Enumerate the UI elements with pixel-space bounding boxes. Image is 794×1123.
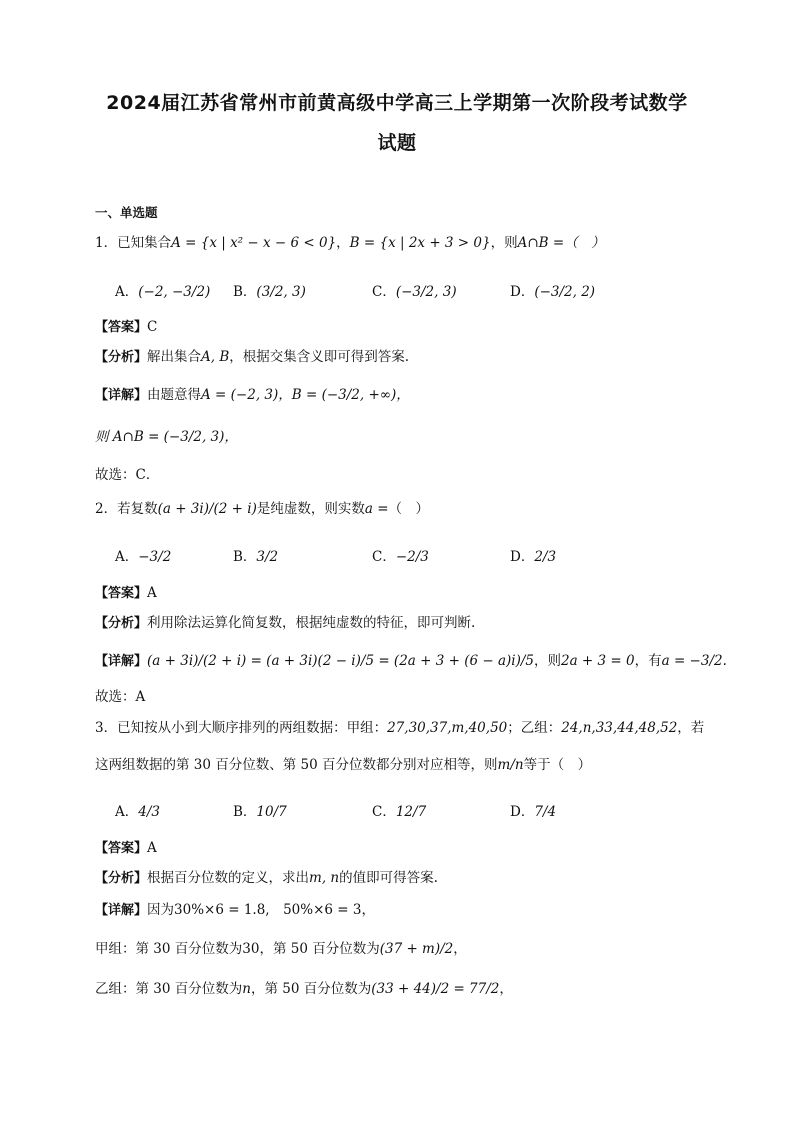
q3-analysis-vars: m, n: [309, 870, 340, 886]
q1-option-d: [510, 280, 595, 300]
q1-prefix: 1．已知集合: [95, 235, 172, 251]
q2-detail-label: 【详解】: [95, 654, 148, 669]
q2-option-c-value: −2/3: [395, 549, 429, 565]
q1-detail-label: 【详解】: [95, 388, 148, 403]
document-title-line-1: 2024届江苏省常州市前黄高级中学高三上学期第一次阶段考试数学: [106, 92, 688, 114]
q1-ask: A∩B =（ ）: [517, 235, 605, 251]
q1-analysis-label: 【分析】: [95, 350, 148, 365]
q1-detail-2: [95, 428, 238, 446]
q3-detail-calc: 30%×6 = 1.8, 50%×6 = 3: [174, 902, 362, 918]
q2-detail-result: a = −3/2.: [661, 653, 727, 669]
q2-option-d: [510, 545, 556, 565]
q3-answer: [95, 839, 157, 858]
q1-conclusion: 故选：C．: [95, 467, 160, 483]
q1-option-c: [372, 280, 457, 300]
q1-set-b: B = {x | 2x + 3 > 0}: [349, 235, 491, 251]
q1-analysis-pre: 解出集合: [147, 349, 202, 365]
q3-option-c-value: 12/7: [395, 804, 427, 820]
q2-option-b-letter: B．: [233, 549, 257, 565]
q2-analysis-label: 【分析】: [95, 616, 148, 631]
question-3-stem-line-1: [95, 719, 704, 737]
q2-detail-eq: 2a + 3 = 0: [561, 653, 635, 669]
q2-detail-calc: (a + 3i)/(2 + i) = (a + 3i)(2 − i)/5 = (2a + 3 + (6 − a)i)/5: [147, 653, 534, 669]
q3-line2-pre: 这两组数据的第 30 百分位数、第 50 百分位数都分别对应相等，则: [95, 757, 498, 773]
q2-detail-tail-2: ，有: [634, 653, 662, 669]
q2-option-b: [233, 545, 278, 565]
q2-detail-tail-1: ，则: [534, 653, 561, 669]
q1-comma: ，: [336, 235, 350, 251]
question-1-stem: [95, 234, 605, 252]
q2-answer-label: 【答案】: [95, 586, 148, 601]
q1-option-b-value: (3/2, 3): [256, 284, 306, 300]
q2-conclusion: 故选：A: [95, 689, 146, 705]
q3-analysis-pre: 根据百分位数的定义，求出: [147, 870, 310, 886]
q1-analysis: [95, 348, 409, 367]
q1-then: ，则: [490, 235, 518, 251]
q2-var: a: [364, 501, 373, 517]
q3-option-d: [510, 800, 556, 820]
q1-analysis-post: ，根据交集含义即可得到答案.: [229, 349, 410, 365]
q3-analysis-post: 的值即可得答案.: [339, 870, 438, 886]
q2-option-b-value: 3/2: [256, 549, 279, 565]
q3-line1-post: ，若: [677, 720, 705, 736]
q3-line2-post: 等于（ ）: [523, 757, 592, 773]
q3-group-a: 27,30,37,m,40,50: [387, 720, 508, 736]
q1-option-d-value: (−3/2, 2): [534, 284, 596, 300]
q2-mid: 是纯虚数，则实数: [256, 501, 365, 517]
q2-analysis: [95, 614, 475, 633]
q1-analysis-vars: A, B: [201, 349, 230, 365]
question-2-stem: [95, 500, 429, 518]
q2-analysis-text: 利用除法运算化简复数，根据纯虚数的特征，即可判断.: [147, 615, 476, 631]
q3-option-b-value: 10/7: [256, 804, 287, 820]
q2-option-a: [115, 545, 171, 565]
q3-line1-mid: ；乙组：: [507, 720, 562, 736]
q3-yi-mid: ，第 50 百分位数为: [250, 981, 372, 997]
q3-answer-label: 【答案】: [95, 841, 148, 856]
q3-jia-line: [95, 940, 467, 958]
q1-answer-label: 【答案】: [95, 320, 148, 335]
q3-jia-p50: (37 + m)/2: [379, 941, 454, 957]
q2-option-d-letter: D．: [510, 549, 535, 565]
q2-ask: =（ ）: [372, 501, 430, 517]
q1-option-a: [115, 280, 210, 300]
q3-option-c: [372, 800, 426, 820]
q1-option-c-letter: C．: [372, 284, 396, 300]
q2-prefix: 2．若复数: [95, 501, 158, 517]
q3-jia-p30: 30: [242, 941, 260, 957]
q3-line1-pre: 3．已知按从小到大顺序排列的两组数据：甲组：: [95, 720, 388, 736]
q3-option-a-value: 4/3: [138, 804, 160, 820]
q1-detail-pre: 由题意得: [147, 387, 202, 403]
q3-option-c-letter: C．: [372, 804, 396, 820]
q3-analysis: [95, 869, 438, 888]
q3-ratio: m/n: [497, 757, 524, 773]
q3-option-b: [233, 800, 287, 820]
q3-answer-value: A: [147, 840, 157, 856]
q3-option-a: [115, 800, 160, 820]
q1-answer: [95, 318, 157, 337]
q3-option-b-letter: B．: [233, 804, 257, 820]
q1-option-a-letter: A．: [115, 284, 139, 300]
q2-answer-value: A: [147, 585, 157, 601]
q2-expression: (a + 3i)/(2 + i): [157, 501, 257, 517]
q1-set-a: A = {x | x² − x − 6 < 0}: [171, 235, 337, 251]
q2-option-d-value: 2/3: [534, 549, 557, 565]
q1-option-a-value: (−2, −3/2): [138, 284, 211, 300]
q2-option-c: [372, 545, 429, 565]
q3-yi-pre: 乙组：第 30 百分位数为: [95, 981, 243, 997]
q1-option-c-value: (−3/2, 3): [395, 284, 457, 300]
q1-detail-line-1: A = (−2, 3)，B = (−3/2, +∞)，: [201, 387, 410, 403]
q1-option-d-letter: D．: [510, 284, 535, 300]
q3-analysis-label: 【分析】: [95, 871, 148, 886]
q3-yi-p30: n: [242, 981, 251, 997]
q3-yi-line: [95, 980, 513, 998]
q2-detail: [95, 652, 727, 671]
q1-detail-line-2: 则 A∩B = (−3/2, 3)，: [95, 429, 238, 445]
q3-detail-pre: 因为: [147, 902, 175, 918]
q1-answer-value: C: [147, 319, 158, 335]
q3-yi-p50: (33 + 44)/2 = 77/2: [371, 981, 500, 997]
q1-option-b-letter: B．: [233, 284, 257, 300]
section-heading: 一、单选题: [95, 205, 158, 220]
q3-jia-post: ，: [453, 941, 467, 957]
q3-jia-mid: ，第 50 百分位数为: [259, 941, 380, 957]
q3-jia-pre: 甲组：第 30 百分位数为: [95, 941, 243, 957]
q1-option-b: [233, 280, 306, 300]
q3-option-d-value: 7/4: [534, 804, 557, 820]
q3-option-a-letter: A．: [115, 804, 139, 820]
q2-option-a-letter: A．: [115, 549, 139, 565]
q3-yi-post: ，: [499, 981, 513, 997]
q3-group-b: 24,n,33,44,48,52: [561, 720, 678, 736]
q3-detail: [95, 901, 375, 920]
q3-detail-comma: ，: [361, 902, 375, 918]
q3-detail-label: 【详解】: [95, 903, 148, 918]
q2-option-a-value: −3/2: [138, 549, 172, 565]
q2-option-c-letter: C．: [372, 549, 396, 565]
document-title-line-2: 试题: [377, 132, 417, 154]
q1-detail: [95, 386, 410, 405]
question-3-stem-line-2: [95, 756, 591, 774]
q3-option-d-letter: D．: [510, 804, 535, 820]
q2-answer: [95, 584, 157, 603]
